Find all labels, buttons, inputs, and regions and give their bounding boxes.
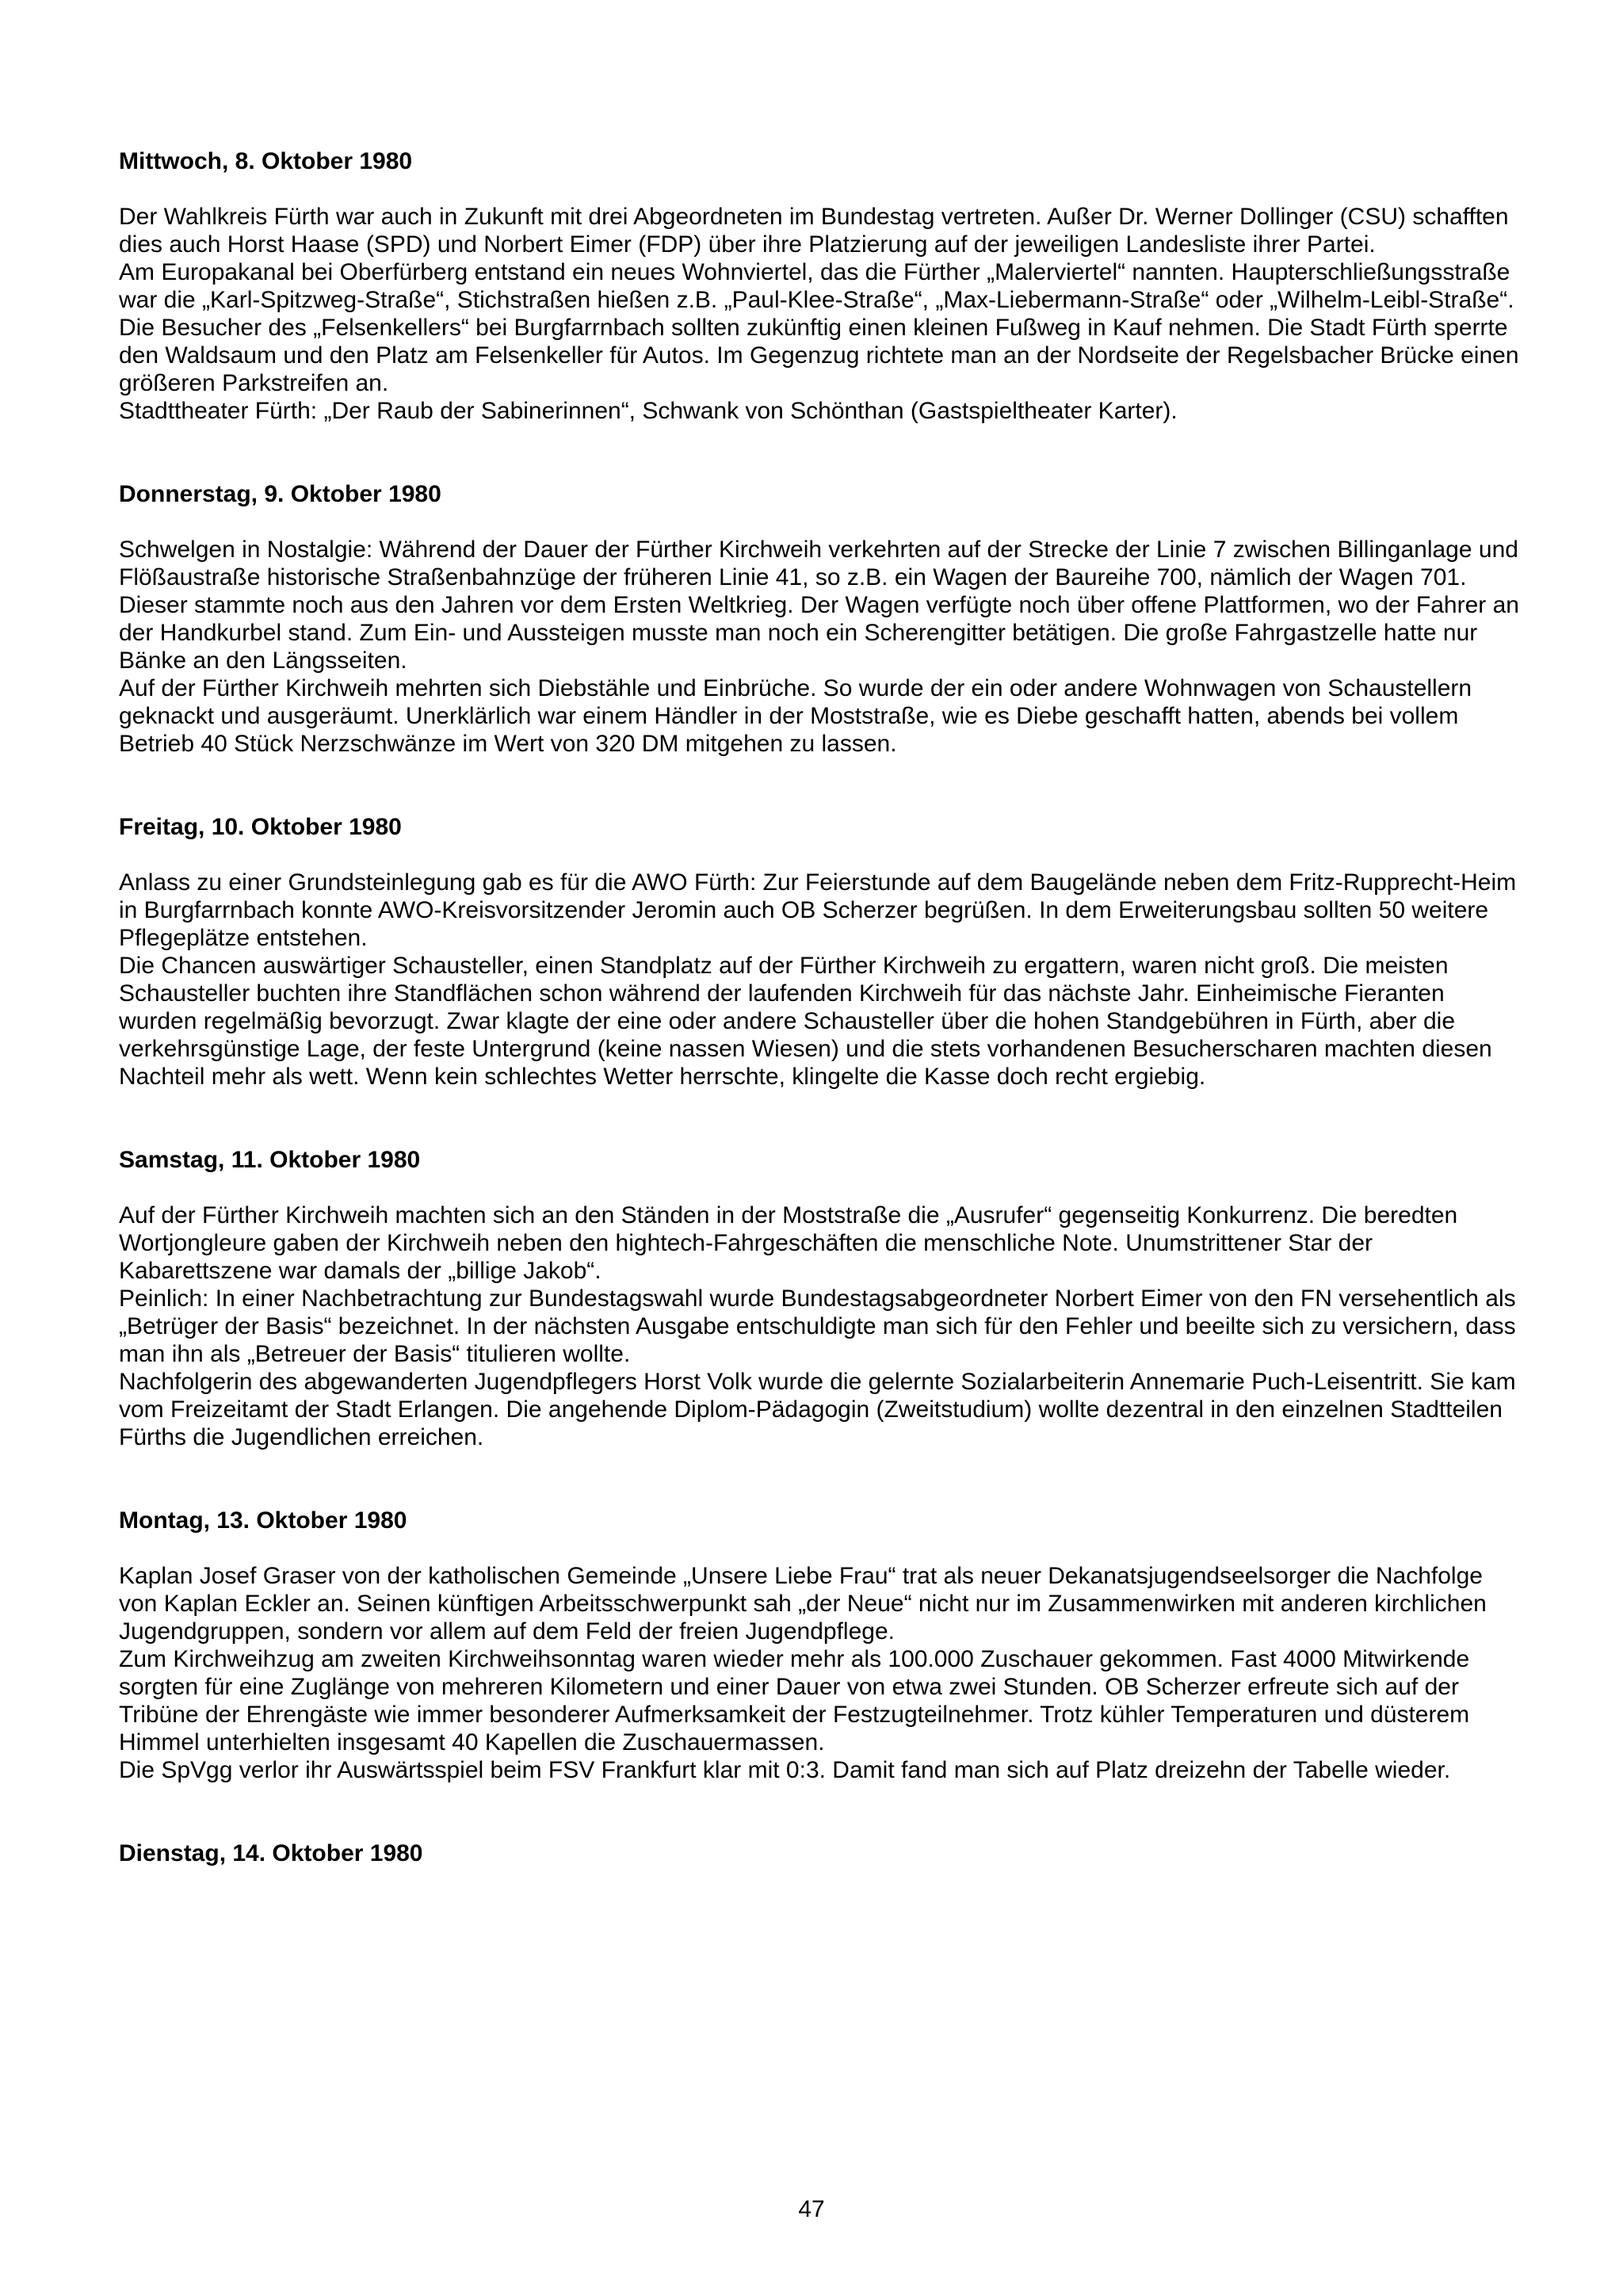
entry-date-heading: Donnerstag, 9. Oktober 1980 bbox=[119, 481, 441, 507]
chronicle-entry bbox=[119, 480, 1523, 758]
chronicle-entry bbox=[119, 1839, 1523, 1867]
entry-paragraph: Stadttheater Fürth: „Der Raub der Sabinerinnen“, Schwank von Schönthan (Gastspieltheater Karter). bbox=[119, 398, 1178, 424]
chronicle-entry bbox=[119, 1146, 1523, 1451]
entry-date-heading: Freitag, 10. Oktober 1980 bbox=[119, 814, 402, 840]
entry-date-heading: Mittwoch, 8. Oktober 1980 bbox=[119, 148, 413, 174]
chronicle-entry bbox=[119, 147, 1523, 425]
entry-paragraph: Die Chancen auswärtiger Schausteller, einen Standplatz auf der Fürther Kirchweih zu ergattern, waren nicht groß. Die meisten Schausteller buchten ihre Standflächen schon während der laufenden Kirchweih für das nächste Jahr. Einheimische Fieranten wurden regelmäßig bevorzugt. Zwar klagte der eine oder andere Schausteller über die hohen Standgebühren in Fürth, aber die verkehrsgünstige Lage, der feste Untergrund (keine nassen Wiesen) und die stets vorhandenen Besucherscharen machten diesen Nachteil mehr als wett. Wenn kein schlechtes Wetter herrschte, klingelte die Kasse doch recht ergiebig. bbox=[119, 953, 1492, 1090]
entry-paragraph: Kaplan Josef Graser von der katholischen Gemeinde „Unsere Liebe Frau“ trat als neuer Dekanatsjugendseelsorger die Nachfolge von Kaplan Eckler an. Seinen künftigen Arbeitsschwerpunkt sah „der Neue“ nicht nur im Zusammenwirken mit anderen kirchlichen Jugendgruppen, sondern vor allem auf dem Feld der freien Jugendpflege. bbox=[119, 1563, 1487, 1645]
page-footer bbox=[0, 2195, 1623, 2223]
entry-paragraph: Die Besucher des „Felsenkellers“ bei Burgfarrnbach sollten zukünftig einen kleinen Fußweg in Kauf nehmen. Die Stadt Fürth sperrte den Waldsaum und den Platz am Felsenkeller für Autos. Im Gegenzug richtete man an der Nordseite der Regelsbacher Brücke einen größeren Parkstreifen an. bbox=[119, 315, 1519, 396]
chronicle-entry bbox=[119, 1507, 1523, 1784]
entry-paragraph: Peinlich: In einer Nachbetrachtung zur Bundestagswahl wurde Bundestagsabgeordneter Norbert Eimer von den FN versehentlich als „Betrüger der Basis“ bezeichnet. In der nächsten Ausgabe entschuldigte man sich für den Fehler und beeilte sich zu versichern, dass man ihn als „Betreuer der Basis“ titulieren wollte. bbox=[119, 1286, 1516, 1367]
entry-paragraph: Die SpVgg verlor ihr Auswärtsspiel beim FSV Frankfurt klar mit 0:3. Damit fand man sich auf Platz dreizehn der Tabelle wieder. bbox=[119, 1757, 1451, 1783]
entry-paragraph: Am Europakanal bei Oberfürberg entstand ein neues Wohnviertel, das die Fürther „Malerviertel“ nannten. Haupterschließungsstraße war die „Karl-Spitzweg-Straße“, Stichstraßen hießen z.B. „Paul-Klee-Straße“, „Max-Liebermann-Straße“ oder „Wilhelm-Leibl-Straße“. bbox=[119, 259, 1514, 313]
entry-paragraph: Zum Kirchweihzug am zweiten Kirchweihsonntag waren wieder mehr als 100.000 Zuschauer gekommen. Fast 4000 Mitwirkende sorgten für eine Zuglänge von mehreren Kilometern und einer Dauer von etwa zwei Stunden. OB Scherzer erfreute sich auf der Tribüne der Ehrengäste wie immer besonderer Aufmerksamkeit der Festzugteilnehmer. Trotz kühler Temperaturen und düsterem Himmel unterhielten insgesamt 40 Kapellen die Zuschauermassen. bbox=[119, 1646, 1470, 1755]
entry-paragraph: Anlass zu einer Grundsteinlegung gab es für die AWO Fürth: Zur Feierstunde auf dem Baugelände neben dem Fritz-Rupprecht-Heim in Burgfarrnbach konnte AWO-Kreisvorsitzender Jeromin auch OB Scherzer begrüßen. In dem Erweiterungsbau sollten 50 weitere Pflegeplätze entstehen. bbox=[119, 869, 1517, 951]
chronicle-entry bbox=[119, 813, 1523, 1091]
entry-paragraph: Der Wahlkreis Fürth war auch in Zukunft mit drei Abgeordneten im Bundestag vertreten. Außer Dr. Werner Dollinger (CSU) schafften dies auch Horst Haase (SPD) und Norbert Eimer (FDP) über ihre Platzierung auf der jeweiligen Landesliste ihrer Partei. bbox=[119, 204, 1509, 258]
entry-date-heading: Samstag, 11. Oktober 1980 bbox=[119, 1147, 421, 1173]
entry-paragraph: Schwelgen in Nostalgie: Während der Dauer der Fürther Kirchweih verkehrten auf der Strecke der Linie 7 zwischen Billinganlage und Flößaustraße historische Straßenbahnzüge der früheren Linie 41, so z.B. ein Wagen der Baureihe 700, nämlich der Wagen 701. Dieser stammte noch aus den Jahren vor dem Ersten Weltkrieg. Der Wagen verfügte noch über offene Plattformen, wo der Fahrer an der Handkurbel stand. Zum Ein- und Aussteigen musste man noch ein Scherengitter betätigen. Die große Fahrgastzelle hatte nur Bänke an den Längsseiten. bbox=[119, 537, 1519, 674]
page-number: 47 bbox=[798, 2196, 825, 2222]
entry-date-heading: Montag, 13. Oktober 1980 bbox=[119, 1507, 407, 1534]
entry-paragraph: Nachfolgerin des abgewanderten Jugendpflegers Horst Volk wurde die gelernte Sozialarbeiterin Annemarie Puch-Leisentritt. Sie kam vom Freizeitamt der Stadt Erlangen. Die angehende Diplom-Pädagogin (Zweitstudium) wollte dezentral in den einzelnen Stadtteilen Fürths die Jugendlichen erreichen. bbox=[119, 1369, 1516, 1450]
entry-paragraph: Auf der Fürther Kirchweih mehrten sich Diebstähle und Einbrüche. So wurde der ein oder andere Wohnwagen von Schaustellern geknackt und ausgeräumt. Unerklärlich war einem Händler in der Moststraße, wie es Diebe geschafft hatten, abends bei vollem Betrieb 40 Stück Nerzschwänze im Wert von 320 DM mitgehen zu lassen. bbox=[119, 675, 1472, 757]
chronicle-content bbox=[119, 147, 1523, 1895]
entry-date-heading: Dienstag, 14. Oktober 1980 bbox=[119, 1840, 423, 1866]
entry-paragraph: Auf der Fürther Kirchweih machten sich an den Ständen in der Moststraße die „Ausrufer“ gegenseitig Konkurrenz. Die beredten Wortjongleure gaben der Kirchweih neben den hightech-Fahrgeschäften die menschliche Note. Unumstrittener Star der Kabarettszene war damals der „billige Jakob“. bbox=[119, 1202, 1458, 1284]
